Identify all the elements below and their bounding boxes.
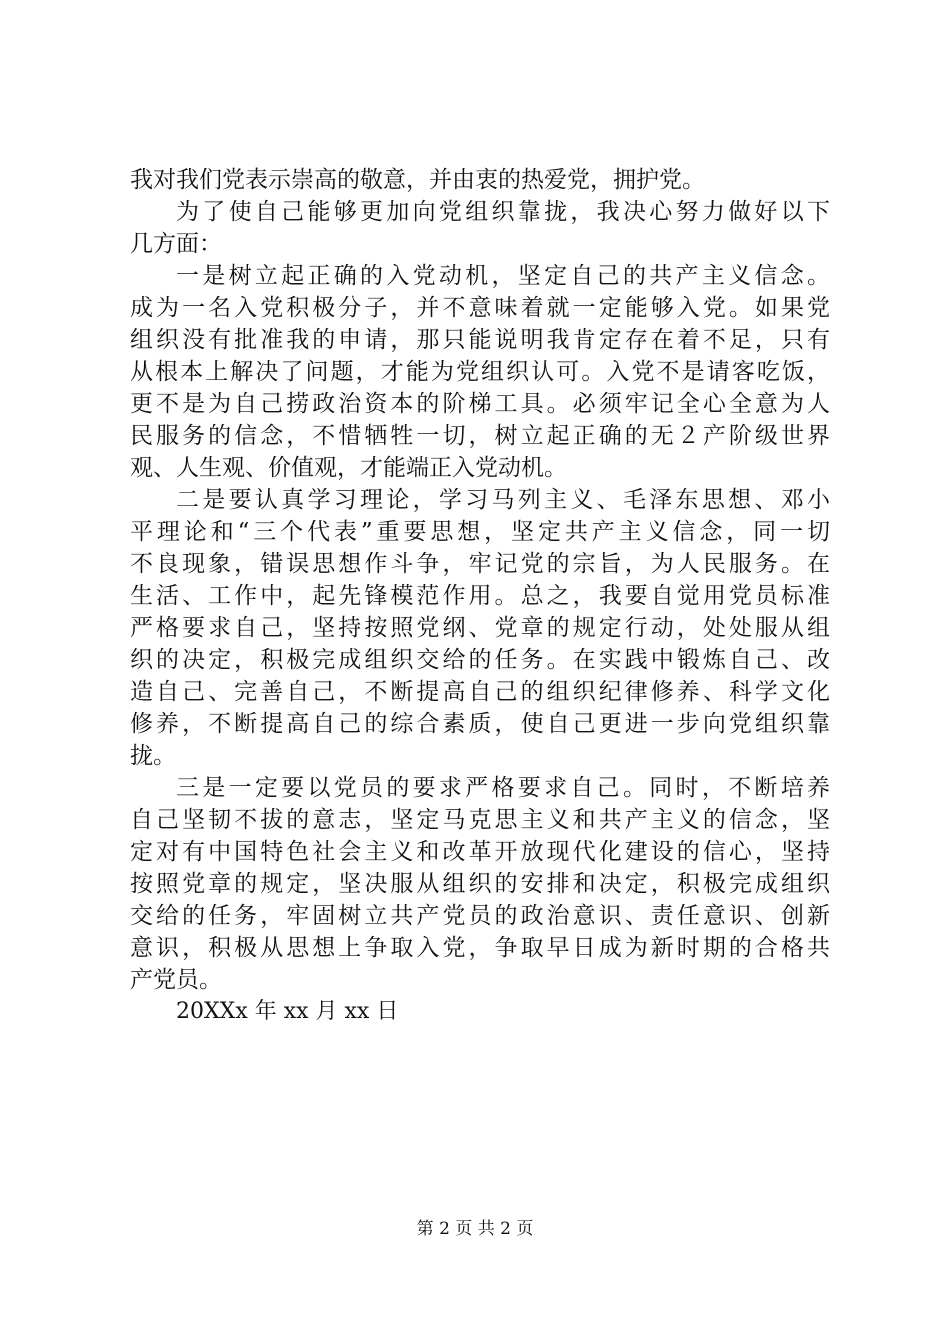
text-line: 为了使自己能够更加向党组织靠拢，我决心努力做好以下 xyxy=(176,199,830,225)
text-line: 织的决定，积极完成组织交给的任务。在实践中锻炼自己、改 xyxy=(130,647,830,673)
text-line: 自己坚韧不拔的意志，坚定马克思主义和共产主义的信念，坚 xyxy=(130,807,830,833)
text-line: 二是要认真学习理论，学习马列主义、毛泽东思想、邓小 xyxy=(176,487,830,513)
text-line: 组织没有批准我的申请，那只能说明我肯定存在着不足，只有 xyxy=(130,327,830,353)
text-line: 严格要求自己，坚持按照党纲、党章的规定行动，处处服从组 xyxy=(130,615,830,641)
text-line: 三是一定要以党员的要求严格要求自己。同时，不断培养 xyxy=(176,775,830,801)
text-line: 生活、工作中，起先锋模范作用。总之，我要自觉用党员标准 xyxy=(130,583,830,609)
text-line: 产党员。 xyxy=(130,967,222,993)
text-line: 修养，不断提高自己的综合素质，使自己更进一步向党组织靠 xyxy=(130,711,830,737)
text-line: 意识，积极从思想上争取入党，争取早日成为新时期的合格共 xyxy=(130,935,830,961)
text-line: 造自己、完善自己，不断提高自己的组织纪律修养、科学文化 xyxy=(130,679,830,705)
text-line: 几方面： xyxy=(130,231,222,257)
document-date: 20XXx 年 xx 月 xx 日 xyxy=(176,999,399,1024)
text-line: 拢。 xyxy=(130,743,176,769)
text-line: 从根本上解决了问题，才能为党组织认可。入党不是请客吃饭， xyxy=(130,359,830,385)
text-line: 平理论和“三个代表”重要思想，坚定共产主义信念，同一切 xyxy=(130,519,830,545)
text-line: 更不是为自己捞政治资本的阶梯工具。必须牢记全心全意为人 xyxy=(130,391,830,417)
text-line: 成为一名入党积极分子，并不意味着就一定能够入党。如果党 xyxy=(130,295,830,321)
text-line: 不良现象，错误思想作斗争，牢记党的宗旨，为人民服务。在 xyxy=(130,551,830,577)
text-line: 一是树立起正确的入党动机，坚定自己的共产主义信念。 xyxy=(176,263,830,289)
document-body xyxy=(130,164,830,1028)
text-line: 我对我们党表示崇高的敬意，并由衷的热爱党，拥护党。 xyxy=(130,167,705,193)
text-line: 民服务的信念，不惜牺牲一切，树立起正确的无２产阶级世界 xyxy=(130,423,830,449)
body-text xyxy=(130,164,830,996)
text-line: 交给的任务，牢固树立共产党员的政治意识、责任意识、创新 xyxy=(130,903,830,929)
text-line: 观、人生观、价值观，才能端正入党动机。 xyxy=(130,455,567,481)
text-line: 按照党章的规定，坚决服从组织的安排和决定，积极完成组织 xyxy=(130,871,830,897)
text-line: 定对有中国特色社会主义和改革开放现代化建设的信心，坚持 xyxy=(130,839,830,865)
page-number-footer: 第 2 页 共 2 页 xyxy=(416,1219,534,1239)
